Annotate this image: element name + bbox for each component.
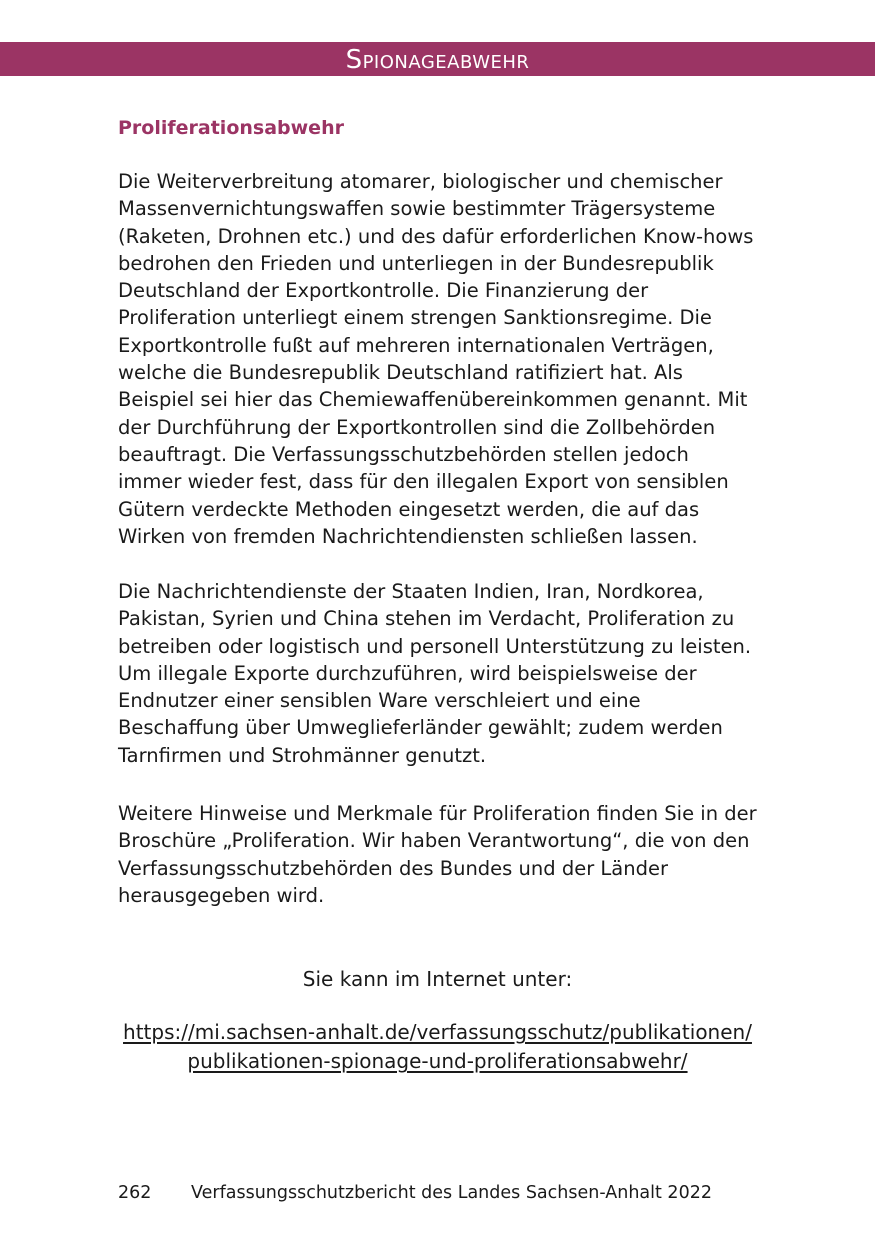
paragraph-foreign-services: Die Nachrichtendienste der Staaten Indien, Iran, Nordkorea, Pakistan, Syrien und China stehen im Verdacht, Proliferation zu betreiben oder logistisch und personell Unterstützung zu leisten. Um illegale Exporte durchzuführen, wird beispielsweise der Endnutzer einer sensiblen Ware verschleiert und eine Beschaffung über Umweglieferländer gewählt; zudem werden Tarnfirmen und Strohmänner genutzt.: [118, 580, 752, 767]
page-footer: [118, 1181, 712, 1205]
section-header-title: Spionageabwehr: [345, 45, 530, 75]
paragraph-export-control: Die Weiterverbreitung atomarer, biologischer und chemischer Massenvernichtungswaffen sowie bestimmter Trägersysteme (Raketen, Drohnen etc.) und des dafür erforderlichen Know-hows bedrohen den Frieden und unterliegen in der Bundesrepublik Deutschland der Exportkontrolle. Die Finanzierung der Proliferation unterliegt einem strengen Sanktionsregime. Die Exportkontrolle fußt auf mehreren internationalen Verträgen, welche die Bundesrepublik Deutschland ratifiziert hat. Als Beispiel sei hier das Chemiewaffenübereinkommen genannt. Mit der Durchführung der Exportkontrollen sind die Zollbehörden beauftragt. Die Verfassungsschutzbehörden stellen jedoch immer wieder fest, dass für den illegalen Export von sensiblen Gütern verdeckte Methoden eingesetzt werden, die auf das Wirken von fremden Nachrichtendiensten schließen lassen.: [118, 170, 754, 548]
internet-note: Sie kann im Internet unter:: [302, 967, 573, 991]
page-number: 262: [118, 1183, 152, 1203]
paragraph-brochure-reference: Weitere Hinweise und Merkmale für Proliferation finden Sie in der Broschüre „Proliferation. Wir haben Verantwortung“, die von den Verfassungsschutzbehörden des Bundes und der Länder herausgegeben wird.: [118, 802, 757, 907]
brochure-link-line-2[interactable]: publikationen-spionage-und-proliferationsabwehr/: [187, 1049, 688, 1073]
publication-title: Verfassungsschutzbericht des Landes Sachsen-Anhalt 2022: [191, 1183, 712, 1203]
brochure-link-line-1[interactable]: https://mi.sachsen-anhalt.de/verfassungsschutz/publikationen/: [123, 1020, 752, 1044]
subsection-heading: Proliferationsabwehr: [118, 117, 344, 139]
brochure-link-block: [110, 1018, 765, 1076]
